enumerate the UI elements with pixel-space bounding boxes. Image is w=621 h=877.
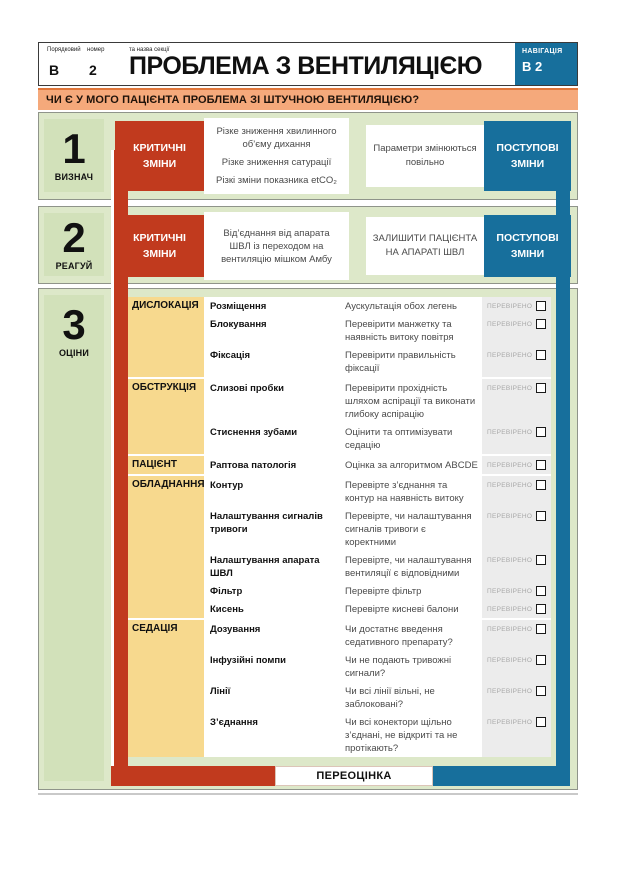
checked-cell: [482, 297, 551, 315]
checked-cell: [482, 346, 551, 377]
checked-label: ПЕРЕВІРЕНО: [487, 321, 533, 328]
checkbox[interactable]: [536, 383, 546, 393]
item-description: Перевірити манжетку та наявність витоку повітря: [345, 319, 454, 343]
step-label: ВИЗНАЧ: [54, 172, 94, 182]
gradual-changes-text: Параметри змінюються повільно: [366, 125, 484, 187]
checklist-row: [127, 423, 551, 454]
checkbox[interactable]: [536, 717, 546, 727]
checklist-row: [127, 600, 551, 618]
checked-cell: [482, 551, 551, 582]
page-title: ПРОБЛЕМА З ВЕНТИЛЯЦІЄЮ: [129, 52, 483, 80]
step-label: ОЦІНИ: [58, 348, 90, 358]
navigation-code: B 2: [522, 59, 543, 74]
item-name: Налаштування апарата ШВЛ: [210, 555, 320, 579]
critical-change-item: Різке зниження хвилинного об’єму дихання: [216, 125, 337, 150]
step-number: 3: [62, 301, 86, 348]
item-description: Перевірте фільтр: [345, 586, 422, 597]
category-cell: ОБЛАДНАННЯ: [127, 476, 204, 507]
item-description: Перевірте кисневі балони: [345, 604, 459, 615]
category-cell: [127, 651, 204, 682]
checklist-row: [127, 618, 551, 651]
critical-change-item: Різке зниження сатурації: [221, 156, 332, 168]
checked-label: ПЕРЕВІРЕНО: [487, 462, 533, 469]
item-description: Перевірте, чи налаштування вентиляції є відповідними: [345, 555, 472, 579]
category-cell: [127, 551, 204, 582]
checklist-row: [127, 713, 551, 757]
checkbox[interactable]: [536, 655, 546, 665]
step-1-number-box: [44, 119, 104, 192]
item-name: Слизові пробки: [210, 383, 284, 394]
checked-cell: [482, 423, 551, 454]
item-description: Оцінка за алгоритмом ABCDE: [345, 460, 478, 471]
critical-changes-label: КРИТИЧНІ ЗМІНИ: [115, 215, 204, 277]
checkbox[interactable]: [536, 586, 546, 596]
step-label: РЕАГУЙ: [55, 261, 93, 271]
checklist-row: [127, 474, 551, 507]
step-number: 1: [62, 125, 86, 172]
reassess-label: ПЕРЕОЦІНКА: [275, 766, 433, 786]
page-bottom-line: [38, 793, 578, 795]
checklist-row: [127, 346, 551, 377]
checked-cell: [482, 456, 551, 474]
checked-label: ПЕРЕВІРЕНО: [487, 352, 533, 359]
checkbox[interactable]: [536, 624, 546, 634]
checkbox[interactable]: [536, 319, 546, 329]
section-order-letter: B: [49, 62, 60, 78]
category-cell: СЕДАЦІЯ: [127, 620, 204, 651]
item-name: З’єднання: [210, 717, 258, 728]
checkbox[interactable]: [536, 604, 546, 614]
reassess-bar-red: [111, 766, 275, 786]
header-label-section: та назва секції: [129, 47, 170, 53]
checked-label: ПЕРЕВІРЕНО: [487, 606, 533, 613]
checklist-row: [127, 651, 551, 682]
checked-label: ПЕРЕВІРЕНО: [487, 626, 533, 633]
critical-changes-list: [204, 118, 349, 194]
checkbox[interactable]: [536, 686, 546, 696]
gradual-changes-label: ПОСТУПОВІ ЗМІНИ: [484, 121, 571, 191]
checked-label: ПЕРЕВІРЕНО: [487, 429, 533, 436]
step-2-number-box: [44, 213, 104, 276]
gradual-changes-text: ЗАЛИШИТИ ПАЦІЄНТА НА АПАРАТІ ШВЛ: [366, 217, 484, 275]
checklist-table: [127, 297, 551, 757]
checklist-row: [127, 454, 551, 474]
checked-cell: [482, 651, 551, 682]
item-description: Перевірте з’єднання та контур на наявність витоку: [345, 480, 464, 504]
item-name: Інфузійні помпи: [210, 655, 286, 666]
item-name: Блокування: [210, 319, 267, 330]
checklist-row: [127, 551, 551, 582]
critical-change-item: Від’єднання від апарата ШВЛ із переходом на вентиляцію мішком Амбу: [221, 227, 332, 265]
checked-label: ПЕРЕВІРЕНО: [487, 588, 533, 595]
item-name: Дозування: [210, 624, 261, 635]
checkbox[interactable]: [536, 460, 546, 470]
category-cell: [127, 582, 204, 600]
checklist-row: [127, 377, 551, 423]
item-description: Чи достатнє введення седативного препарату?: [345, 624, 453, 648]
item-description: Чи не подають тривожні сигнали?: [345, 655, 452, 679]
checked-cell: [482, 507, 551, 551]
item-name: Стиснення зубами: [210, 427, 298, 438]
item-description: Перевірити правильність фіксації: [345, 350, 456, 374]
checkbox[interactable]: [536, 480, 546, 490]
checked-label: ПЕРЕВІРЕНО: [487, 513, 533, 520]
gradual-changes-label: ПОСТУПОВІ ЗМІНИ: [484, 215, 571, 277]
checkbox[interactable]: [536, 350, 546, 360]
item-name: Розміщення: [210, 301, 267, 312]
item-name: Контур: [210, 480, 244, 491]
category-cell: [127, 713, 204, 757]
item-description: Чи всі лінії вільні, не заблоковані?: [345, 686, 435, 710]
checkbox[interactable]: [536, 301, 546, 311]
item-description: Перевірте, чи налаштування сигналів тривоги є коректними: [345, 511, 472, 548]
checked-cell: [482, 379, 551, 423]
navigation-box[interactable]: [515, 43, 577, 85]
checked-cell: [482, 315, 551, 346]
checked-label: ПЕРЕВІРЕНО: [487, 557, 533, 564]
critical-changes-label: КРИТИЧНІ ЗМІНИ: [115, 121, 204, 191]
item-name: Кисень: [210, 604, 244, 615]
item-description: Чи всі конектори щільно з’єднані, не відкриті та не протікають?: [345, 717, 458, 754]
category-cell: [127, 346, 204, 377]
checked-cell: [482, 620, 551, 651]
step-1-panel: [38, 112, 578, 200]
checked-cell: [482, 582, 551, 600]
item-description: Оцінити та оптимізувати седацію: [345, 427, 453, 451]
checkbox[interactable]: [536, 555, 546, 565]
category-cell: [127, 423, 204, 454]
header-label-number: номер: [87, 47, 105, 53]
checked-label: ПЕРЕВІРЕНО: [487, 688, 533, 695]
item-description: Аускультація обох легень: [345, 301, 457, 312]
category-cell: ПАЦІЄНТ: [127, 456, 204, 474]
item-name: Налаштування сигналів тривоги: [210, 511, 323, 535]
checked-cell: [482, 600, 551, 618]
item-description: Перевірити прохідність шляхом аспірації та виконати глибоку аспірацію: [345, 383, 476, 420]
checked-label: ПЕРЕВІРЕНО: [487, 385, 533, 392]
checked-cell: [482, 476, 551, 507]
checklist-row: [127, 507, 551, 551]
checked-label: ПЕРЕВІРЕНО: [487, 482, 533, 489]
checkbox[interactable]: [536, 511, 546, 521]
checked-label: ПЕРЕВІРЕНО: [487, 303, 533, 310]
header: [38, 42, 578, 86]
item-name: Лінії: [210, 686, 231, 697]
section-number: 2: [89, 62, 97, 78]
checked-label: ПЕРЕВІРЕНО: [487, 657, 533, 664]
category-cell: [127, 315, 204, 346]
step-3-number-box: [44, 295, 104, 781]
step-number: 2: [62, 214, 86, 261]
navigation-label: НАВІГАЦІЯ: [522, 48, 563, 55]
checked-cell: [482, 713, 551, 757]
critical-change-item: Різкі зміни показника etCO₂: [216, 175, 337, 187]
question-bar: ЧИ Є У МОГО ПАЦІЄНТА ПРОБЛЕМА ЗІ ШТУЧНОЮ ВЕНТИЛЯЦІЄЮ?: [38, 88, 578, 110]
category-cell: [127, 600, 204, 618]
category-cell: ОБСТРУКЦІЯ: [127, 379, 204, 423]
checklist-row: [127, 315, 551, 346]
checked-label: ПЕРЕВІРЕНО: [487, 719, 533, 726]
item-name: Раптова патологія: [210, 460, 297, 471]
category-cell: [127, 682, 204, 713]
reassess-bar-blue: [433, 766, 570, 786]
category-cell: [127, 507, 204, 551]
checkbox[interactable]: [536, 427, 546, 437]
checked-cell: [482, 682, 551, 713]
header-label-order: Порядковий: [47, 47, 81, 53]
checklist-row: [127, 582, 551, 600]
checklist-row: [127, 297, 551, 315]
checklist-row: [127, 682, 551, 713]
critical-changes-list: [204, 212, 349, 280]
category-cell: ДИСЛОКАЦІЯ: [127, 297, 204, 315]
item-name: Фіксація: [210, 350, 251, 361]
step-2-panel: [38, 206, 578, 284]
item-name: Фільтр: [210, 586, 243, 597]
